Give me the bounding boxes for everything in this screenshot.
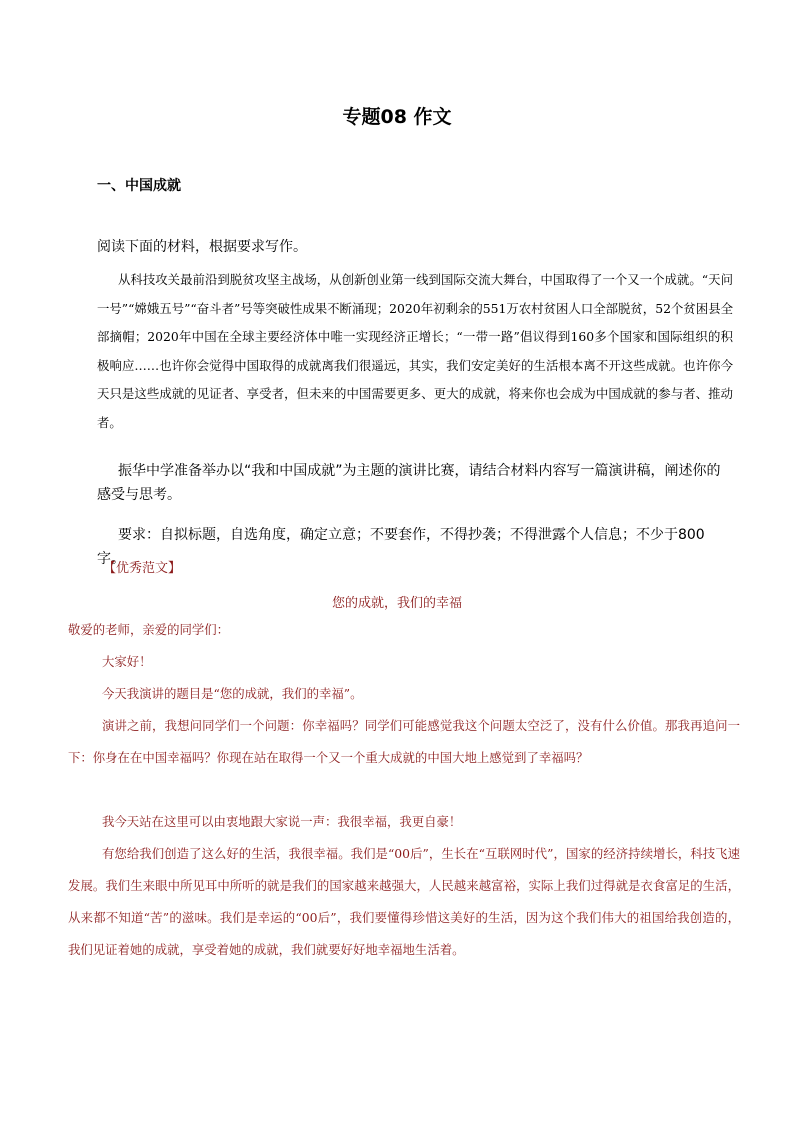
task-paragraph: 振华中学准备举办以“我和中国成就”为主题的演讲比赛，请结合材料内容写一篇演讲稿，阐述你的感受与思考。 (97, 463, 721, 503)
essay-paragraph: 有您给我们创造了这么好的生活，我很幸福。我们是“00后”，生长在“互联网时代”，国家的经济持续增长，科技飞速发展。我们生来眼中所见耳中所听的就是我们的国家越来越强大，人民越来越富裕，实际上我们过得就是衣食富足的生活，从来都不知道“苦”的滋味。我们是幸运的“00后”，我们要懂得珍惜这美好的生活，因为这个我们伟大的祖国给我创造的，我们见证着她的成就，享受着她的成就，我们就要好好地幸福地生活着。 (68, 846, 740, 957)
section-heading: 一、中国成就 (97, 178, 181, 194)
essay-greeting: 大家好！ (102, 654, 152, 669)
essay-paragraph: 演讲之前，我想问同学们一个问题：你幸福吗？同学们可能感觉我这个问题太空泛了，没有什么价值。那我再追问一下：你身在在中国幸福吗？你现在站在取得一个又一个重大成就的中国大地上感觉到了幸福吗？ (68, 718, 740, 765)
essay-paragraph: 今天我演讲的题目是“您的成就，我们的幸福”。 (102, 686, 363, 701)
essay-paragraph: 我今天站在这里可以由衷地跟大家说一声：我很幸福，我更自豪！ (102, 814, 462, 829)
instruction-text: 阅读下面的材料，根据要求写作。 (97, 239, 307, 255)
sample-essay-label: 【优秀范文】 (103, 561, 182, 576)
requirements-paragraph: 要求：自拟标题，自选角度，确定立意；不要套作，不得抄袭；不得泄露个人信息；不少于800字。 (97, 527, 705, 567)
material-paragraph: 从科技攻关最前沿到脱贫攻坚主战场，从创新创业第一线到国际交流大舞台，中国取得了一个又一个成就。“天问一号”“嫦娥五号”“奋斗者”号等突破性成果不断涌现；2020年初剩余的551万农村贫困人口全部脱贫，52个贫困县全部摘帽；2020年中国在全球主要经济体中唯一实现经济正增长；“一带一路”倡议得到160多个国家和国际组织的积极响应……也许你会觉得中国取得的成就离我们很遥远，其实，我们安定美好的生活根本离不开这些成就。也许你今天只是这些成就的见证者、享受者，但未来的中国需要更多、更大的成就，将来你也会成为中国成就的参与者、推动者。 (97, 272, 733, 430)
essay-salutation: 敬爱的老师，亲爱的同学们： (68, 622, 230, 637)
page-title: 专题08 作文 (342, 106, 452, 128)
essay-title: 您的成就，我们的幸福 (331, 596, 462, 611)
